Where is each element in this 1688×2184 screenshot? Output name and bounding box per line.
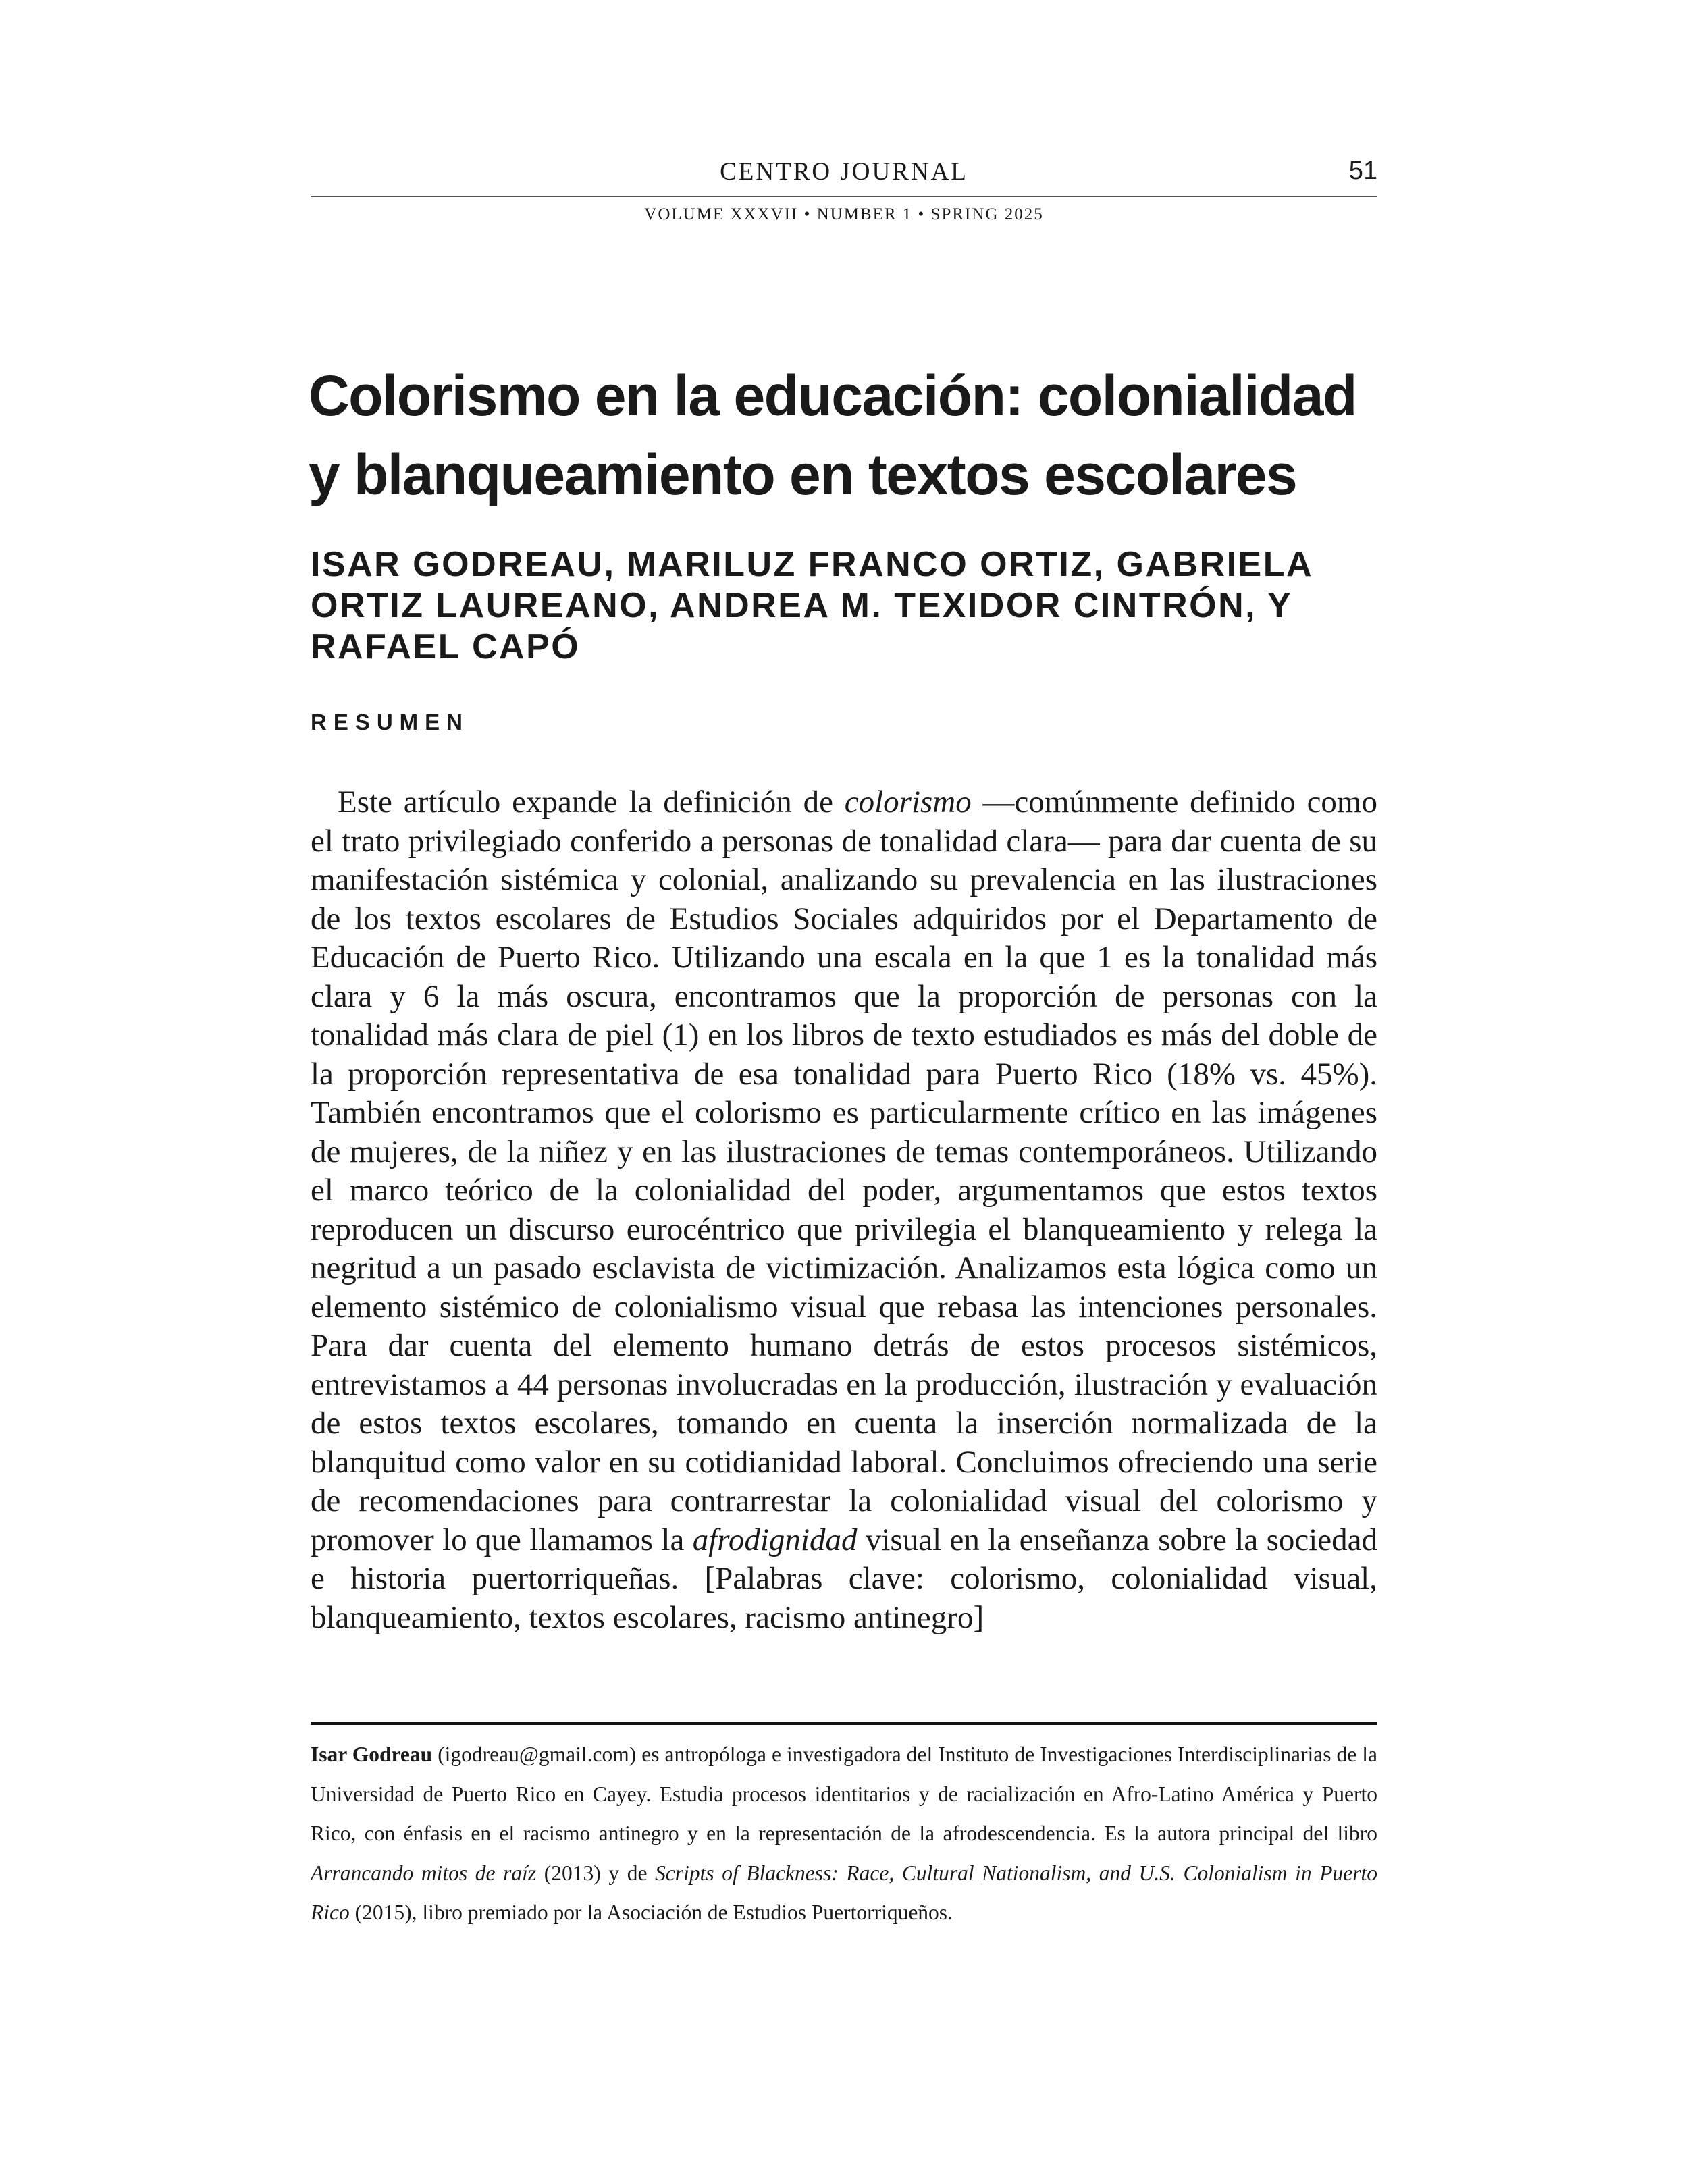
abstract-text bbox=[311, 783, 1377, 1637]
abstract-term-colorismo: colorismo bbox=[844, 784, 972, 820]
author-bio-text: (2013) y de bbox=[536, 1861, 656, 1885]
abstract-text-part: visual en la enseñanza sobre la sociedad e historia puertorriqueñas. [Palabras clave: colorismo, colonialidad visual, blanqueamiento, textos escolares, racismo antinegro] bbox=[311, 1522, 1377, 1635]
author-bio-text: (2015), libro premiado por la Asociación de Estudios Puertorriqueños. bbox=[349, 1900, 953, 1924]
article-title: Colorismo en la educación: colonialidad y blanqueamiento en textos escolares bbox=[309, 364, 1356, 506]
abstract-term-afrodignidad: afrodignidad bbox=[692, 1522, 858, 1557]
author-bio-book-title: Arrancando mitos de raíz bbox=[311, 1861, 537, 1885]
footnote-divider bbox=[311, 1722, 1377, 1725]
header-divider bbox=[311, 196, 1377, 197]
journal-name: CENTRO JOURNAL bbox=[720, 158, 968, 186]
author-bio-name: Isar Godreau bbox=[311, 1742, 433, 1766]
abstract-text-part: —comúnmente definido como el trato privilegiado conferido a personas de tonalidad clara— para dar cuenta de su manifestación sistémica y colonial, analizando su prevalencia en las ilustraciones de los textos escolares de Estudios Sociales adquiridos por el Departamento de Educación de Puerto Rico. Utilizando una escala en la que 1 es la tonalidad más clara y 6 la más oscura, encontramos que la proporción de personas con la tonalidad más clara de piel (1) en los libros de texto estudiados es más del doble de la proporción representativa de esa tonalidad para Puerto Rico (18% vs. 45%). También encontramos que el colorismo es particularmente crítico en las imágenes de mujeres, de la niñez y en las ilustraciones de temas contemporáneos. Utilizando el marco teórico de la colonialidad del poder, argumentamos que estos textos reproducen un discurso eurocéntrico que privilegia el blanqueamiento y relega la negritud a un pasado esclavista de victimización. Analizamos esta lógica como un elemento sistémico de colonialismo visual que rebasa las intenciones personales. Para dar cuenta del elemento humano detrás de estos procesos sistémicos, entrevistamos a 44 personas involucradas en la producción, ilustración y evaluación de estos textos escolares, tomando en cuenta la inserción normalizada de la blanquitud como valor en su cotidianidad laboral. Concluimos ofreciendo una serie de recomendaciones para contrarrestar la colonialidad visual del colorismo y promover lo que llamamos la bbox=[311, 784, 1377, 1557]
author-bio-text: (igodreau@gmail.com) es antropóloga e investigadora del Instituto de Investigaciones Interdisciplinarias de la Universidad de Puerto Rico en Cayey. Estudia procesos identitarios y de racialización en Afro-Latino América y Puerto Rico, con énfasis en el racismo antinegro y en la representación de la afrodescendencia. Es la autora principal del libro bbox=[311, 1742, 1377, 1845]
volume-issue-line: VOLUME XXXVII • NUMBER 1 • SPRING 2025 bbox=[644, 205, 1044, 223]
article-authors: ISAR GODREAU, MARILUZ FRANCO ORTIZ, GABRIELA ORTIZ LAUREANO, ANDREA M. TEXIDOR CINTRÓN, Y RAFAEL CAPÓ bbox=[311, 545, 1313, 666]
author-bio-book-title: Scripts of Blackness: Race, Cultural Nationalism, and U.S. Colonialism in Puerto Rico bbox=[311, 1861, 1377, 1924]
abstract-text-part: Este artículo expande la definición de bbox=[338, 784, 845, 820]
abstract-heading: RESUMEN bbox=[311, 710, 470, 735]
page-number: 51 bbox=[1348, 157, 1377, 185]
author-bio-note bbox=[311, 1735, 1377, 1933]
